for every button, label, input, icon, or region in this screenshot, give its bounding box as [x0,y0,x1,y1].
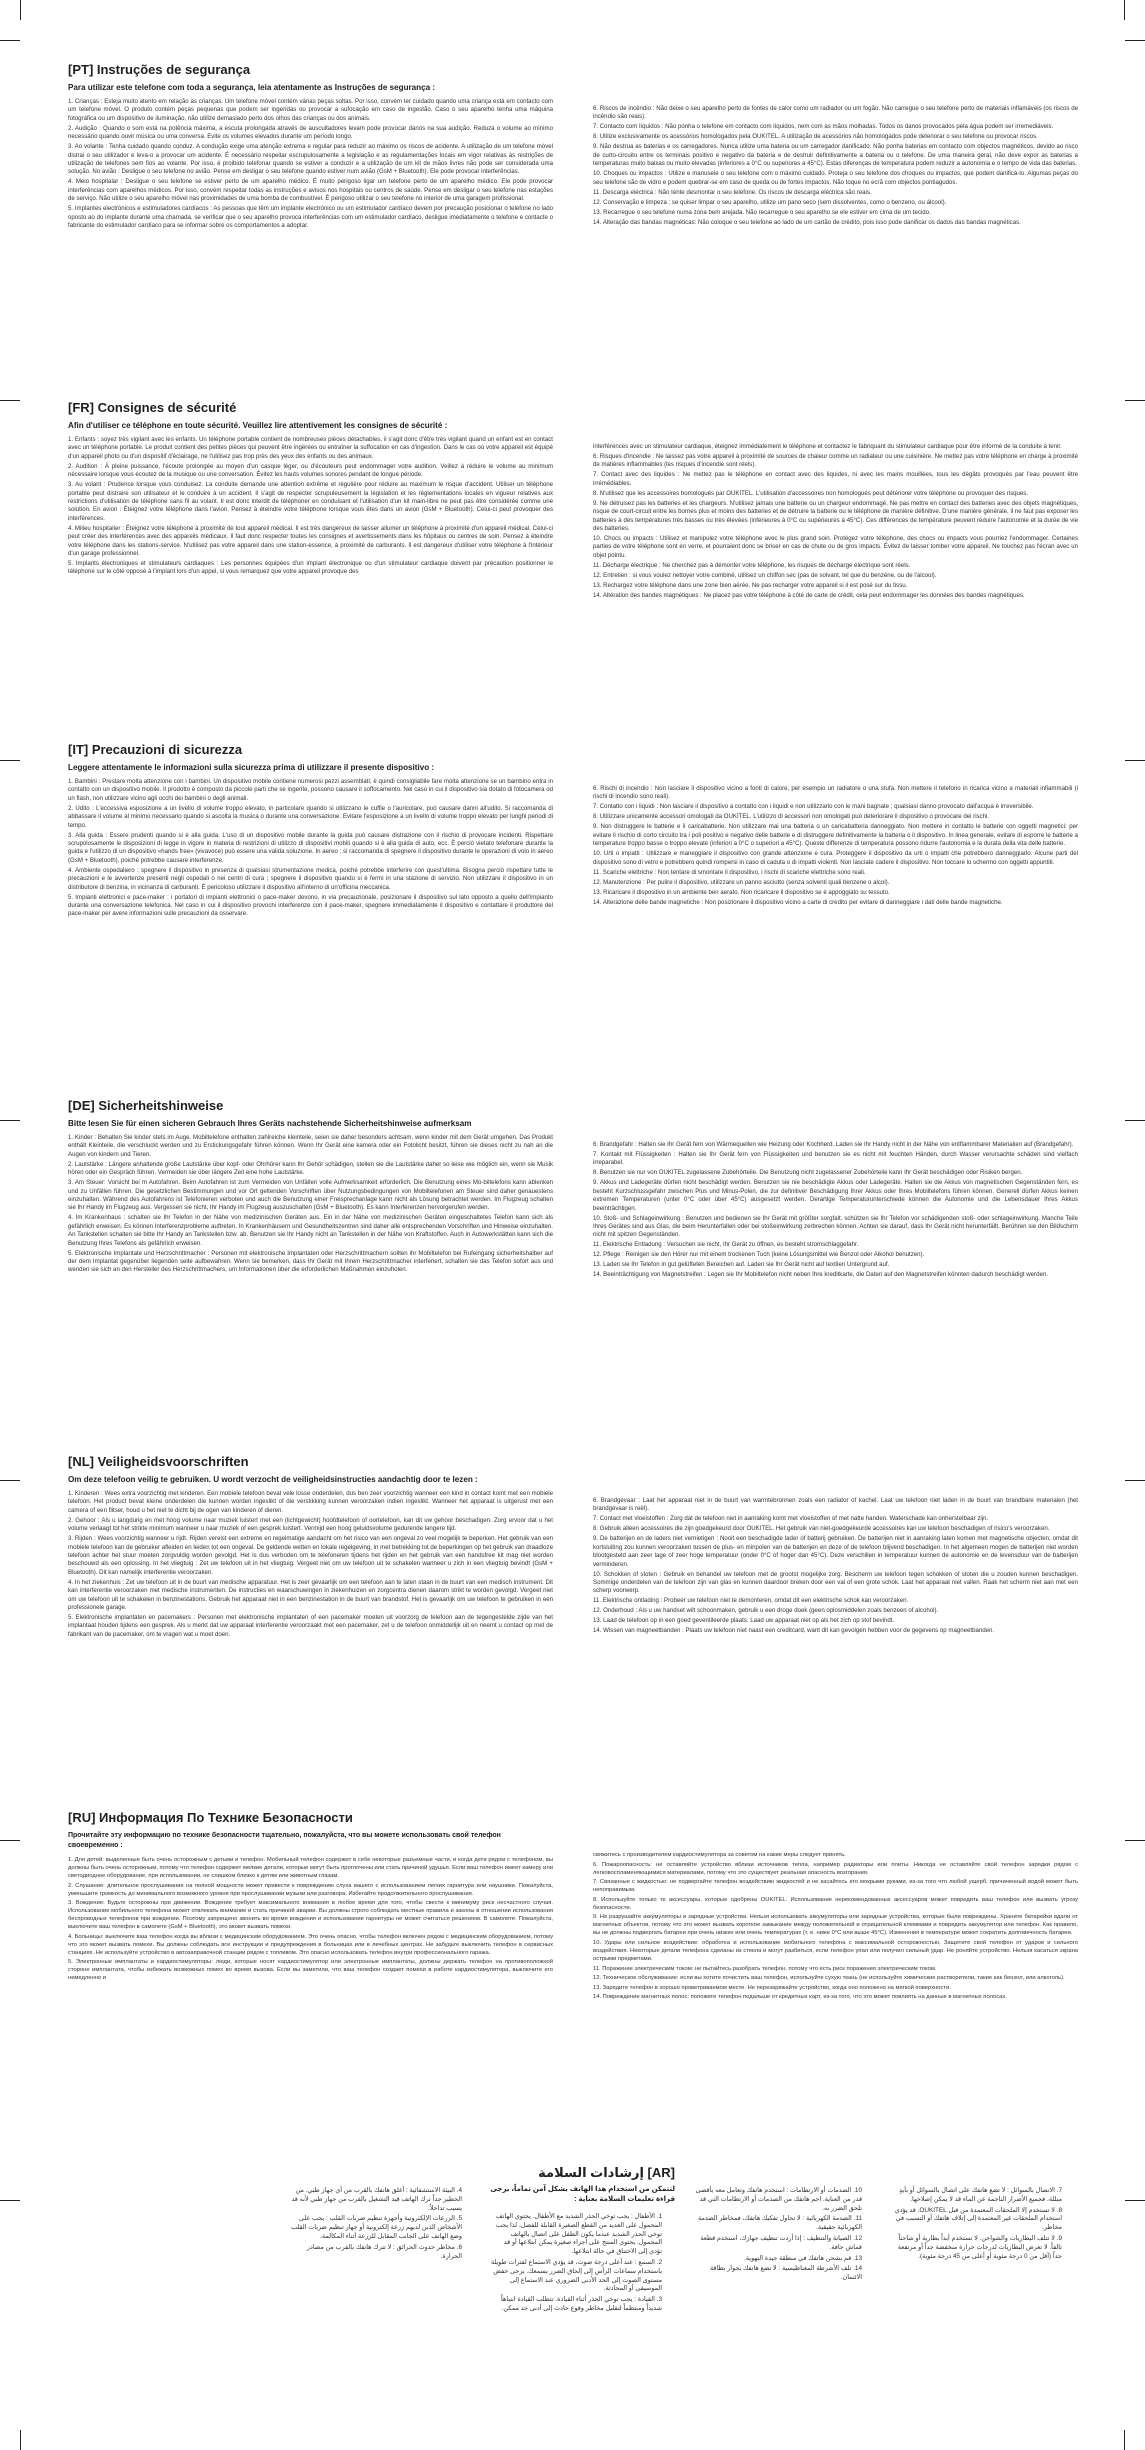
safety-item: 6. Risques d'incendie : Ne laissez pas votre appareil à proximité de sources de chaleur comme un radiateur ou une cuisinière. Ne mettez pas votre téléphone en charge à proximité de matières inflammables (les risques d'incendie sont réels). [593,453,1078,469]
ar-column-4 [890,2187,1062,2263]
safety-item: 12. Entretien : si vous voulez nettoyer votre combiné, utilisez un chiffon sec (pas de solvant, tel que du benzène, ou de l'alcool). [593,571,937,579]
safety-item: 2. Audition : À pleine puissance, l'écoute prolongée au moyen d'un casque léger, ou d'écouteurs peut endommager votre audition. Veillez à réduire le volume au minimum nécessaire lorsque vous écoutez de la musique ou une conversation. Évitez les hauts volumes sonores pendant de longue période. [68,462,553,479]
safety-item: 3. Rijden : Wees voorzichtig wanneer u rijdt. Rijden vereist een extreme en regelmatige aandacht om het risico van een ongeval zo veel mogelijk te beperken. Het gebruik van een mobiele telefoon kan de gebruiker afleiden en leiden tot een ongeval. De geldende wetten en lokale regelgeving, in met betrekking tot de beperkingen op het gebruik van draadloze telefoon achter het stuur moeten zorgvuldig worden gevolgd. Het is dus verboden om te telefoneren tijdens het rijden en het gebruik van een handsfree kit mag niet worden beschouwd als een oplossing. In het vliegtuig : Zet uw telefoon uit in het vliegtuig. Vergeet niet om uw telefoon uit te schakelen wanneer u zich in een vliegtuig bevindt (GsM + Bluetooth). Dit kan namelijk interferentie veroorzaken. [68,1535,553,1576]
crop-mark [0,760,20,761]
safety-item: 4. Im Krankenhaus : schalten sie Ihr Telefon in der Nähe von medizinischen Geräten aus. Ein in der Nähe von medizinischen Geräten eingeschaltetes Telefon kann sich als gefährlich erweisen. Es können Interferenzprobleme auftreten. In Krankenhäusern und Gesundheitszentren sind daher alle entsprechenden Vorschriften und Hinweise einzuhalten. An Tankstellen schalten sie bitte Ihr Handy an Tankstellen bzw. ab. Benutzen sie Ihr Handy nicht an Tankstellen in der Nähe von Kraftstoffen. Auch in Autowerkstätten kann sich die Benutzung Ihres Telefons als gefährlich erweisen. [68,1214,553,1247]
safety-item: 9. Не разрушайте аккумуляторы и зарядные устройства. Нельзя использовать аккумуляторы или зарядные устройства, которые были повреждены. Храните батарейки вдали от магнитных объектов, потому что это может вызвать короткое замыкание между положительной и отрицательной клеммами и повредить аккумулятор или телефон. Как правило, вы не должны подвергать батареи при очень низких или очень температурах (т. е. ниже 0°C или выше 45°C). Изменения в температуре может сократить долговечность батареи. [593,1914,1078,1937]
safety-item: 3. Au volant : Prudence lorsque vous conduisez. La conduite demande une attention extrême et régulière pour réduire au maximum le risque d'accident. Utiliser un téléphone portable peut distraire son utilisateur et le conduire à un accident. Il s'agit de respecter scrupuleusement la législation et les réglementations locales en vigueur relatives aux restrictions d'utilisation de téléphone sans fil au volant. Il est donc interdit de téléphoner en conduisant et l'utilisation d'un kit main-libre ne peut pas être considérée comme une solution. En avion : Éteignez votre téléphone dans l'avion. Pensez à éteindre votre téléphone lorsque vous êtes dans un avion (GsM + Bluetooth). Celui-ci peut provoquer des interférences. [68,481,553,522]
safety-item: 11. Descarga eléctrica : Não tente desmontar o seu telefone. Os riscos de descarga eléctrica são reais. [593,188,872,196]
safety-item: 9. Não destrua as baterias e os carregadores. Nunca utilize uma bateria ou um carregador danificado. Não ponha baterias em contacto com objectos magnéticos, devido ao risco de curto-circuito entre os terminais positivo e negativo da bateria e de destruir definitivamente a bateria ou o telefone. De uma maneira geral, não deve expor as baterias a temperaturas muito baixas ou muito elevadas (inferiores a 0°C ou superiores a 45°C). Estas diferenças de temperatura podem reduzir a autonomia e o tempo de vida das baterias. [593,143,1078,168]
safety-item: 14. Alteração das bandas magnéticas: Não coloque o seu telefone ao lado de um cartão de crédito, pois isso pode danificar os dados das bandas magnéticas. [593,218,1021,226]
section-fr [68,400,1078,602]
safety-item: 4. البيئة الاستشفائية : أغلق هاتفك بالقرب من أي جهاز طبي. من الخطير جداً ترك الهاتف قيد التشغيل بالقرب من جهاز طبي لأنه قد يسبب تداخلاً. [291,2187,462,2212]
section-lead: لتتمكن من استخدام هذا الهاتف بشكل آمن تماماً، يرجى قراءة تعليمات السلامة بعناية : [490,2186,675,2203]
safety-item: 6. Riscos de incêndio : Não deixe o seu aparelho perto de fontes de calor como um radiador ou um fogão. Não carregue o seu telefone perto de materiais inflamáveis (os riscos de incêndio são reais). [593,105,1078,121]
column-right [593,1473,1078,1641]
crop-mark [20,0,21,20]
safety-item: 7. Contatto con i liquidi : Non lasciare il dispositivo a contatto con i liquidi e non utilizzarlo con le mani bagnate ; qualsiasi danno provocato dall'acqua è irreversibile. [593,803,1034,811]
safety-item: 12. Conservação e limpeza : se quiser limpar o seu aparelho, utilize um pano seco (sem dissolventes, como o benzeno, ou álcool). [593,198,947,206]
column-left [68,1473,553,1641]
section-title: [DE] Sicherheitshinweise [68,1098,224,1113]
safety-item: 14. Altération des bandes magnétiques : Ne placez pas votre téléphone à côté de carte de crédit, cela peut endommager les données des bandes magnétiques. [593,591,1025,599]
safety-item: 12. Техническое обслуживание: если вы хотите почистить ваш телефон, используйте сухую ткань (не используйте химические растворители, такие как бензол, или алкоголь). [593,1975,1065,1982]
section-ru [68,1810,1078,2003]
safety-item: 8. Utilizzare unicamente accessori omologati da OUKITEL. L'utilizzo di accessori non omologati può deteriorare il dispositivo o provocare dei rischi. [593,813,990,821]
section-de [68,1098,1078,1281]
safety-item: 5. Elektronische implantaten en pacemakers : Personen met elektronische implantaten of een pacemaker moeten uit voorzorg de telefoon aan de tegengestelde zijde van het implantaat houden tijdens een gesprek. Als u merkt dat uw apparaat interferentie veroorzaakt met een pacemaker, zet u de telefoon onmiddellijk uit en neemt u contact op met de fabrikant van de pacemaker, om te vragen wat u moet doen. [68,1614,553,1638]
safety-item: 3. Am Steuer: Vorsicht bei m Autofahren. Beim Autofahren ist zum Vermeiden von Unfällen volle Aufmerksamkeit erforderlich. Die Benutzung eines Mo-biltelefons kann ablenken und zu Unfällen führen. Die gesetzlichen Bestimmungen und vor Ort geltenden Vorschriften über Nutzungsbedingungen von Mobiltelefonen am Steuer sind daher genauestens einzuhalten. Während des Autofahrens ist Telefonieren verboten und auch die Benutzung einer Freisprechanlage kann nicht als Lösung betrachtet werden. Im Flugzeug schalten sie Ihr Handy im Flugzeug aus. Vergessen sie nicht, Ihr Handy im Flugzeug auszuschalten (GsM + Bluetooth). Es kann Interferenzen hervorgerufen werden. [68,1179,553,1212]
safety-item: 4. Milieu hospitalier : Éteignez votre téléphone à proximité de tout appareil médical. Il est très dangereux de laisser allumer un téléphone à proximité d'un appareil médical. Celui-ci peut créer des interférences avec des appareils médicaux. Il faut donc respecter toutes les consignes et avertissements dans les hôpitaux ou centres de soin. Pensez à éteindre votre téléphone dans les stations-service. N'utilisez pas votre appareil dans une station-essence, à proximité de carburants. Il est dangereux d'utiliser votre téléphone à l'intérieur d'un garage professionnel. [68,524,553,558]
crop-mark [0,1120,20,1121]
column-left [68,1117,553,1281]
safety-item: 3. Вождение: Будьте осторожны при движении. Вождение требует максимального внимания в любое время для того, чтобы свести к минимуму риск несчастного случая. Использование мобильного телефона может отвлекать внимание и стать причиной аварии. Вы должны строго соблюдать местные правила и законы в отношении использования беспроводных телефонов при вождении. Поэтому запрещено звонить во время вождения и использование гарнитуры не может считаться решением. В самолете: Пожалуйста, выключите ваш телефон в самолете (GsM + Bluetooth), это может вызвать помехи. [68,1900,553,1931]
safety-item: 7. Связанные с жидкостью: не подвергайте телефон воздействию жидкостей и не касайтесь его мокрыми руками, из-за того что любой ущерб, причиненный водой может быть непоправимым. [593,1879,1078,1894]
safety-item: 1. Enfants : soyez très vigilant avec les enfants. Un téléphone portable contient de nombreuses pièces détachables, il s'agit donc d'être très vigilant quand un enfant est en contact avec un téléphone portable. Le produit contient des petites pièces qui peuvent être ingérées ou entraîner la suffocation en cas d'ingestion. Dans le cas où votre appareil est équipé d'un appareil photo ou d'un dispositif d'éclairage, ne l'utilisez pas trop près des yeux des enfants ou des animaux. [68,436,553,460]
safety-item: 13. قم بشحن هاتفك في منطقة جيدة التهوية. [744,2254,862,2262]
column-left [68,419,553,602]
safety-item: 13. Laad de telefoon op in een goed geventileerde plaats. Laad uw apparaat niet op als het zich op stof bevindt. [593,1617,895,1625]
safety-item: 1. الأطفال : يجب توخي الحذر الشديد مع الأطفال. يحتوي الهاتف المحمول على العديد من القطع الصغيرة القابلة للفصل، لذا يجب توخي الحذر الشديد عندما يكون الطفل على اتصال بالهاتف المحمول. يحتوي المنتج على أجزاء صغيرة يمكن ابتلاعها أو قد تؤدي إلى الاختناق في حالة ابتلاعها. [495,2213,662,2256]
safety-item: 3. Ao volante : Tenha cuidado quando conduz. A condução exige uma atenção extrema e regular para reduzir ao máximo os riscos de acidente. A utilização de um telefone móvel distrai o seu utilizador e leva-o a provocar um acidente. É necessário respeitar escrupulosamente a legislação e as regulamentações locais em vigor relativas às restrições de utilização de telefones sem fios ao volante. Por isso, é proibido telefonar quando se estiver a conduzir e a utilização de um kit de mãos livres não pode ser considerada uma solução. No avião : Desligue o seu telefone no avião. Pense em desligar o seu telefone quando estiver num avião (GsM + Bluetooth). Ele pode provocar interferências. [68,143,553,176]
safety-item: interférences avec un stimulateur cardiaque, éteignez immédiatement le téléphone et contactez le fabriquant du stimulateur cardiaque pour être informé de la conduite à tenir. [593,443,1062,450]
safety-item: 11. Elektrische ontlading : Probeer uw telefoon niet te demonteren, omdat dit een elektrische schok kan veroorzaken. [593,1597,909,1605]
safety-item: 13. Ricaricare il dispositivo in un ambiente ben aerato. Non ricaricare il dispositivo se è appoggiato su tessuto. [593,888,890,896]
safety-item: 2. Lautstärke : Längere anhaltende große Lautstärke über kopf- oder Ohrhörer kann Ihr Gehör schädigen, stellen sie die Lautstärke daher so leise wie möglich ein, wenn sie Musik hören oder ein Gespräch führen. Vermeiden sie über längere Zeit eine hohe Lautstärke. [68,1160,553,1177]
safety-item: 4. In het ziekenhuis : Zet uw telefoon uit in de buurt van medische apparatuur. Het is zeer gevaarlijk om een telefoon aan te laten staan in de buurt van een medisch instrument. Dit kan interferentie veroorzaken met medische instrumenten. De instructies en waarschuwingen in ziekenhuizen en zorgcentra dienen daarom strikt te worden gevolgd. Vergeet niet om uw telefoon uit te schakelen in benzinestations. Gebruik het apparaat niet in een benzinestation in de buurt van brandstof. Het is gevaarlijk om uw telefoon te gebruiken in een professionele garage. [68,1578,553,1612]
safety-item: 2. Udito : L'eccessiva esposizione a un livello di volume troppo elevato, in particolare quando si utilizzano le cuffie o l'auricolare, può causare danni all'udito. Si raccomanda di abbassare il volume al minimo necessario quando si ascolta la musica o durante una conversazione. Evitare l'esposizione a un livello di volume troppo elevato per lunghi periodi di tempo. [68,804,553,829]
safety-item: 13. Rechargez votre téléphone dans une zone bien aérée. Ne pas recharger votre appareil si il est posé sur du tissu. [593,581,908,589]
safety-item: 10. Choques ou impactos : Utilize e manuseie o seu telefone com o máximo cuidado. Proteja o seu telefone dos choques ou impactos, que podem danificá-lo. Algumas peças do seu telefone são de vidro e podem quebrar-se em caso de queda ou de fortes impactos. Não toque no ecrã com objectos pontiagudos. [593,170,1078,186]
crop-mark [0,1840,20,1841]
ar-header [475,2165,675,2210]
crop-mark [0,400,20,401]
safety-item: 8. لا تستخدم إلا الملحقات المعتمدة من قبل OUKITEL. قد يؤدي استخدام الملحقات غير المعتمدة إلى إتلاف هاتفك أو التسبب في مخاطر. [894,2206,1062,2232]
safety-item: 5. Impianti elettronici e pace-maker : i portatori di impianti elettronici o pace-maker devono, in via precauzionale, posizionare il dispositivo sul lato opposto a quello dell'impianto durante una conversazione telefonica. Nel caso in cui il dispositivo provochi interferenze con il pace-maker, spegnere immediatamente il dispositivo e contattare il produttore del pace-maker per avere informazioni sulle precauzioni da osservare. [68,893,553,918]
safety-item: 2. Слушание: длительное прослушивание на полной мощности может привести к повреждению слуха вашего с использованием легких гарнитура или наушники. Пожалуйста, уменьшите громкость до минимального возможного уровня при прослушивании музыки или разговора. Избегайте продолжительного прослушивания. [68,1882,553,1897]
section-pt [68,62,1078,232]
column-right [593,761,1078,920]
safety-item: 1. Для детей: выделенные быть очень осторожным с детьми и телефон. Мобильный телефон содержит в себе некоторые разъемные части, и когда дети рядом с телефоном, вы должны быть очень осторожным, потому что телефон содержит мелкие детали, которые могут быть проглочены или стать причиной удушья. Если ваш телефон имеет камеру или светодиодное оборудование, при использовании, не слишком близко к детям или животным глазам. [68,1857,553,1879]
safety-item: 7. الاتصال بالسوائل : لا تضع هاتفك على اتصال بالسوائل أو بأيدٍ مبللة، فجميع الأضرار الناجمة عن الماء قد لا يمكن إصلاحها. [899,2187,1062,2203]
safety-item: 10. Chocs ou impacts : Utilisez et manipulez votre téléphone avec le plus grand soin. Protégez votre téléphone, des chocs ou impacts vous pourriez l'endommager. Certaines parties de votre téléphone sont en verre, et pourraient donc se briser en cas de chute ou de gros impacts. Évitez de laisser tomber votre appareil. Ne touchez pas l'écran avec un objet pointu. [593,535,1078,559]
section-it [68,742,1078,920]
section-lead: Para utilizar este telefone com toda a segurança, leia atentamente as Instruções de segurança : [68,83,436,92]
safety-item: 2. Gehoor : Als u langdurig en met hoog volume naar muziek luistert met een (lichtgewicht) hoofdtelefoon of oortelefoon, kan dit uw gehoor beschadigen. Zorg ervoor dat u het volume verlaagt tot het strikte minimum wanneer u naar muziek of een gesprek luistert. Vermijd een hoog geluidsvolume gedurende langere tijd. [68,1516,553,1533]
section-title: [RU] Информация По Технике Безопасности [68,1810,353,1825]
safety-item: 6. Brandgevaar : Laat het apparaat niet in de buurt van warmtebronnen zoals een radiator of kachel. Laat uw telefoon niet laden in de buurt van brandbare materialen (het brandgevaar is reël). [593,1497,1078,1513]
safety-item: 11. Scariche elettriche : Non tentare di smontare il dispositivo, i rischi di scariche elettriche sono reali. [593,868,866,876]
safety-item: 12. Onderhoud : Als u uw handset wilt schoonmaken, gebruik u een droge doek (geen oplosmiddelen zoals benzeen of alcohol). [593,1607,939,1615]
safety-item: 12. Manutenzione : Per pulire il dispositivo, utilizzare un panno asciutto (senza solventi quali benzene o alcol). [593,878,890,886]
ar-column-1 [490,2213,662,2316]
safety-item: 3. Alla guida : Essere prudenti quando si è alla guida. L'uso di un dispositivo mobile durante la guida può causare distrazione con il rischio di provocare incidenti. Rispettare scrupolosamente le disposizioni di legge in vigore in materia di restrizioni di utilizzo di dispositivi mobili quando si è alla guida di auto, ecc. È perciò vietato telefonare durante la guida e l'utilizzo di un dispositivo «hands free» (vivavoce) può essere una valida soluzione. In aereo : si raccomanda di spegnere il dispositivo durante le operazioni di volo in aereo (GsM + Bluetooth), poiché potrebbe causare interferenze. [68,831,553,864]
safety-item: 6. Rischi di incendio : Non lasciare il dispositivo vicino a fonti di calore, per esempio un radiatore o una stufa. Non mettere il telefono in ricarica vicino a materiali infiammabili (i rischi di incendio sono reali). [593,785,1078,801]
crop-mark [1125,1840,1145,1841]
crop-mark [1125,40,1145,41]
safety-item: 12. الصيانة والتنظيف : إذا أردت تنظيف جهازك، استخدم قطعة قماش جافة. [700,2234,862,2251]
crop-mark [0,40,20,41]
section-title: [AR] إرشادات السلامة [538,2165,675,2180]
safety-item: 12. Pflege : Reinigen sie den Hörer nur mit einem trockenen Tuch (keine Lösungsmittel wie Benzol oder Alkohol benutzen). [593,1251,925,1259]
safety-item: 8. Utilize exclusivamente os acessórios homologados pela OUKITEL. A utilização de acessórios não homologados pode deteriorar o seu telefone ou provocar riscos. [593,133,1038,141]
column-right [593,81,1078,232]
section-ar [0,2165,1145,2435]
safety-item: 2. السمع : عند أعلى درجة صوت، قد يؤدي الاستماع لفترات طويلة باستخدام سماعات الرأس إلى إلحاق الضرر بسمعك. يرجى خفض مستوى الصوت إلى الحد الأدنى الضروري عند الاستماع إلى الموسيقى أو المحادثة. [490,2258,662,2293]
safety-item: 10. Urti o impatti : Utilizzare e maneggiare il dispositivo con grande attenzione e cura. Proteggere il dispositivo da urti o impatti che potrebbero danneggiarlo. Alcune parti del dispositivo sono di vetro e potrebbero quindi rompersi in caso di caduta o di impatti violenti. Non lasciate cadere il dispositivo. Non toccare lo schermo con oggetti appuntiti. [593,850,1078,866]
safety-item: 6. Brandgefahr : Halten sie Ihr Gerät fern von Wärmequellen wie Heizung oder Kochherd. Laden sie Ihr Handy nicht in der Nähe von entflammbarer Materialien auf (Brandgefahr). [593,1141,1074,1148]
safety-item: 10. Stoß- und Schlageinwirkung : Benutzen und bedienen sie Ihr Gerät mit größter sorgfalt. schützen sie Ihr Telefon vor schädigenden stoß- oder schlageinwirkung. Manche Teile Ihres Gerätes sind aus Glas, die beim Herunterfallen oder bei stoßeinwirkung zerbrechen können. Achten sie darauf, dass Ihr Gerät nicht herunterfällt. Berühren sie den Bildschirm nicht mit spitzen Gegenständen. [593,1214,1078,1239]
section-lead: Afin d'utiliser ce téléphone en toute sécurité. Veuillez lire attentivement les consignes de sécurité : [68,421,448,430]
safety-item: 11. Décharge électrique : Ne cherchez pas à démonter votre téléphone, les risques de décharge électrique sont réels. [593,561,911,569]
safety-item: 5. الزرعات الإلكترونية وأجهزة تنظيم ضربات القلب : يجب على الأشخاص الذين لديهم زرعة إلكترونية أو جهاز تنظيم ضربات القلب وضع الهاتف على الجانب المقابل للزرعة أثناء المكالمة. [291,2215,462,2240]
safety-item: 7. Contact avec des liquides : Ne mettez pas le téléphone en contact avec des liquides, ni avec les mains mouillées, tous les dégâts provoqués par l'eau peuvent être irrémédiables. [593,471,1078,487]
safety-item: 6. مخاطر حدوث الحرائق : لا تترك هاتفك بالقرب من مصادر الحرارة. [306,2243,462,2260]
section-nl [68,1454,1078,1641]
section-lead: Прочитайте эту информацию по технике безопасности тщательно, пожалуйста, что вы можете использовать свой телефон своевременно : [68,1832,501,1849]
safety-item: 5. Implants électroniques et stimulateurs cardiaques : Les personnes équipées d'un implant électronique ou d'un stimulateur cardiaque doivent par précaution positionner le téléphone sur le côté opposé à l'implant lors d'un appel, si vous remarquez que votre appareil provoque des [68,560,553,576]
safety-item: 4. Meio hospitalar : Desligue o seu telefone se estiver perto de um aparelho médico. É muito perigoso ligar um telefone perto de um aparelho médico. Ele pode provocar interferências com aparelhos médicos. Por isso, convém respeitar todas as instruções e avisos nos hospitais ou centros de saúde. Pense em desligar o seu telefone nas estações de serviço. Não utilize o seu aparelho móvel nas proximidades de uma bomba de combustível. É perigoso utilizar o seu telefone no interior de uma garagem profissional. [68,178,553,203]
safety-item: 9. Ne détruisez pas les batteries et les chargeurs. N'utilisez jamais une batterie ou un chargeur endommagé. Ne pas mettre en contact des batteries avec des objets magnétiques, risque de court-circuit entre les bornes plus et moins des batteries et de détruire la batterie ou le téléphone de manière définitive. D'une manière générale, il ne faut pas exposer les batteries à des températures très basses ou très élevées (inférieures à 0°C ou supérieures à 45°C). Ces différences de température peuvent réduire l'autonomie et la durée de vie des batteries. [593,499,1078,533]
safety-item: 1. Kinderen : Wees extra voorzichtig met kinderen. Een mobiele telefoon bevat vele losse onderdelen, dus ben zeer voorzichtig wanneer een kind in contact komt met een mobiele telefoon. Het product bevat kleine onderdelen die kunnen worden ingeslikt of die verstikking kunnen veroorzaken indien ingeslikt. Wanneer het apparaat is uitgerust met een camera of een flitser, houd u het niet te dicht bij de ogen van kinderen of dieren. [68,1490,553,1514]
safety-item: 14. Wissen van magneetbanden : Plaats uw telefoon niet naast een creditcard, want dit kan gevolgen hebben voor de gegevens op magneetbanden. [593,1627,995,1635]
crop-mark [1124,0,1125,20]
section-title: [PT] Instruções de segurança [68,62,251,77]
safety-item: 14. Повреждение магнитных полос: положите телефон подальше от кредитных карт, из-за того, что это может повлиять на данные в магнитных полосах. [593,1994,1007,2001]
safety-item: 13. Зарядите телефон в хорошо проветриваемом месте. Не перезаряжайте устройство, когда оно положено на мягкой поверхности. [593,1984,951,1991]
safety-item: 13. Laden sie Ihr Telefon in gut gelüfteten Bereichen auf. Laden sie Ihr Gerät nicht auf textilen Untergrund auf. [593,1261,890,1269]
section-title: [NL] Veiligheidsvoorschriften [68,1454,249,1469]
safety-item: 11. Elektrische Entladung : Versuchen sie nicht, Ihr Gerät zu öffnen, es besteht stromschlaggefahr. [593,1241,859,1249]
safety-item: 1. Crianças : Esteja muito atento em relação às crianças. Um telefone móvel contém várias peças soltas. Por isso, convém ter cuidado quando uma criança está em contacto com um telefone móvel. O produto contém peças pequenas que podem ser ingeridas ou provocar a sufocação em caso de ingestão. Caso o seu aparelho tenha uma máquina fotográfica ou um dispositivo de iluminação, não utilize demasiado perto dos olhos das crianças ou dos animais. [68,98,553,122]
safety-item: 5. Implantes electrónicos e estimuladores cardíacos : As pessoas que têm um implante electrónico ou um estimulador cardíaco devem por precaução posicionar o telefone no lado oposto ao do implante durante uma chamada, se verificar que o seu aparelho provoca interferências com um estimulador cardíaco, desligue imediatamente o telefone e contacte o fabricante do estimulador cardíaco para se informar sobre os comportamentos a adoptar. [68,205,553,230]
safety-item: 5. Электронные имплантаты и кардиостимуляторы: люди, которые носят кардиостимулятор или электронные имплантаты, должны держать телефон на противоположной стороне имплантата, чтобы избежать возможных помех во время вызова. Если вы заметили, что ваш телефон создает помехи в работе кардиостимулятора, выключите его немедленно и [68,1959,553,1982]
safety-item: 1. Kinder : Behalten Sie kinder stets im Auge. Mobiltelefone enthalten zahlreiche kleinteile, seien sie daher besonders achtsam, wenn kinder mit dem Gerät umgehen. Das Produkt enthält Kleinteile, die verschluckt werden und zu Erstickungsgefahr führen können. Wenn Ihr Gerät eine kamera oder ein Fotolicht besitzt, führen sie dieses nicht zu nah an die Augen von kindern und Tieren. [68,1134,553,1158]
safety-item: 7. Contact met vloeistoffen : Zorg dat de telefoon niet in aanraking komt met vloeistoffen of met natte handen. Waterschade kan onherstelbaar zijn. [593,1515,989,1523]
safety-item: 8. Benutzen sie nur von OUKITEL zugelassene Zubehörteile. Die Benutzung nicht zugelassener Zubehörteile kann Ihr Gerät beschädigen oder Risiken bergen. [593,1169,1023,1177]
safety-item: 11. Поражение электрическим током: не пытайтесь разобрать телефон, потому что есть риск поражения электрическим током. [593,1965,937,1972]
column-left [68,81,553,232]
crop-mark [1125,400,1145,401]
section-title: [IT] Precauzioni di sicurezza [68,742,243,757]
safety-item: 14. Alterazione delle bande magnetiche : Non posizionare il dispositivo vicino a carte di credito per evitare di danneggiare i dati delle bande magnetiche. [593,898,1003,906]
safety-item: свяжитесь с производителем кардиостимулятора за советом на какие меры следует принять. [593,1852,846,1858]
section-title: [FR] Consignes de sécurité [68,400,237,415]
safety-item: 7. Kontakt mit Flüssigkeiten : Halten sie Ihr Gerät fern von Flüssigkeiten und benutzen sie es nicht mit feuchten Händen, durch Wasser verursachte schäden sind vielfach irreparabel. [593,1151,1078,1167]
safety-item: 9. Akkus und Ladegeräte dürfen nicht beschädigt werden. Benutzen sie nie beschädigte Akkus oder Ladegeräte. Halten sie die Akkus von magnetischen Gegenständen fern, es besteht Kurzschlussgefahr zwischen Plus und Minus-Polen, die zur definitiver Beschädigung Ihrer Akkus oder Ihres Mobiltelefons führen können. Generell dürfen Akkus keinen extremen Temperaturen (unter 0°C oder über 45°C) ausgesetzt werden. Derartige Temperaturunterschiede können die Autonomie und die Lebensdauer Ihres Akkus beeinträchtigen. [593,1179,1078,1212]
safety-item: 4. Больницы: выключите ваш телефон когда вы вблизи с медицинским оборудованием. Это очень опасно, чтобы телефон включен рядом с медицинским оборудованием, потому что это может вызвать помехи. Вы должны соблюдать все инструкции и предупреждения в больницах или в лечебных центрах. Не забудьте выключить телефон в сервисных станциях. Не используйте устройство в автозаправочной станции рядом с топливом. Это опасно использовать телефон внутри профессионального гаража. [68,1933,553,1956]
column-right [593,1117,1078,1281]
safety-item: 14. Beeinträchtigung von Magnetstreifen : Legen sie Ihr Mobiltelefon nicht neben Ihre kreditkarte, die Daten auf den Magnetstreifen könnten dadurch beschädigt werden. [593,1271,1048,1279]
column-right [593,1829,1078,2003]
safety-item: 4. Ambiente ospedaliero : spegnere il dispositivo in presenza di qualsiasi strumentazione medica, poiché potrebbe interferire con quest'ultima. Bisogna perciò rispettare tutte le precauzioni e le avvertenze presenti negli ospedali o nei centri di cura ; spegnere il dispositivo quando si è fermi in una stazione di servizio. Non utilizzare il dispositivo in un distributore di benzina, in vicinanza di carburanti. È pericoloso utilizzare il dispositivo all'interno di un'officina meccanica. [68,866,553,891]
section-lead: Leggere attentamente le informazioni sulla sicurezza prima di utilizzare il presente dispositivo : [68,763,435,772]
safety-item: 8. Gebruik alleen accessoires die zijn goedgekeurd door OUKITEL. Het gebruik van niet-goedgekeurde accessoires kan uw telefoon beschadigen of risico's veroorzaken. [593,1525,1050,1533]
safety-item: 14. تلف الأشرطة المغناطيسية : لا تضع هاتفك بجوار بطاقة الائتمان. [709,2265,862,2282]
safety-item: 13. Recarregue o seu telefone numa zona bem arejada. Não recarregue o seu aparelho se ele estiver em cima de um tecido. [593,208,931,216]
safety-item: 9. De batterijen en de laders niet vernietigen : Nooit een beschadigde lader of batterij gebruiken. De batterijen niet in aanraking laten komen met magnetische objecten, omdat dit kortsluiting zou kunnen veroorzaken tussen de plus- en minpolen van de batterijen en deze of de telefoon blijvend beschadigen. In het algemeen mogen de batterijen niet worden blootgesteld aan zeer lage of zeer hoge temperatuur (onder 0°C of hoger dan 45°C). Deze verschillen in temperatuur kunnen de autonomie en de levensduur van de batterijen verminderen. [593,1535,1078,1568]
crop-mark [1125,1480,1145,1481]
safety-item: 10. الصدمات أو الارتطامات : استخدم هاتفك وتعامل معه بأقصى قدر من العناية. احم هاتفك من الصدمات أو الارتطامات التي قد تلحق الضرر به. [695,2187,862,2212]
column-left [68,761,553,920]
safety-item: 1. Bambini : Prestare molta attenzione con i bambini. Un dispositivo mobile contiene numerosi pezzi assemblati; è quindi consigliabile fare molta attenzione se un bambino entra in contatto con un dispositivo mobile. Il prodotto è composto da piccole parti che se ingerite, possono causare il soffocamento. Nel caso in cui il dispositivo sia dotato di fotocamera od un flash, non utilizzare vicino agli occhi dei bambini o degli animali. [68,778,553,802]
safety-item: 9. لا تتلف البطاريات والشواحن. لا تستخدم أبداً بطارية أو شاحناً تالفاً. لا تعرض البطاريات لدرجات حرارة منخفضة جداً أو مرتفعة جداً (أقل من 0 درجة مئوية أو أعلى من 45 درجة مئوية). [897,2234,1062,2260]
safety-item: 10. Schokken of stoten : Gebruik en behandel uw telefoon met de grootst mogelijke zorg. Bescherm uw telefoon tegen schokken of stoten die u zouden kunnen beschadigen. Sommige onderdelen van de telefoon zijn van glas en kunnen daardoor breken door een val of een grote schok. Laat het apparaat niet vallen. Raak het scherm niet aan met een scherp voorwerp. [593,1570,1078,1595]
safety-item: 8. Используйте только те аксессуары, которые одобрены OUKITEL. Использование нерекомендованных аксессуаров может повредить ваш телефон или вызвать угрозу безопасности. [593,1896,1078,1911]
safety-item: 6. Пожароопасность: не оставляйте устройство вблизи источников тепла, например радиаторы или плиты. Никогда не оставляйте свой телефон зарядки рядом с легковоспламеняющимися материалами, потому что это существует реальная опасность возгорания. [593,1861,1078,1876]
safety-item: 10. Удары или сильное воздействие: обработка и использование мобильного телефона с максимальной осторожностью. Защитите свой телефон от ударов и сильного воздействия. Некоторые детали телефона сделаны из стекла и могут разбиться, если телефон упал или получил сильный удар. Не роняйте устройство. Нельзя касаться экрана острыми предметами. [593,1939,1078,1962]
column-left [68,1829,553,2003]
safety-item: 3. القيادة : يجب توخي الحذر أثناء القيادة. تتطلب القيادة انتباهاً شديداً ومنتظماً لتقليل مخاطر وقوع حادث إلى أدنى حد ممكن. [501,2296,662,2312]
crop-mark [0,1480,20,1481]
section-lead: Bitte lesen Sie für einen sicheren Gebrauch Ihres Geräts nachstehende Sicherheitshinweise aufmerksam [68,1119,472,1128]
safety-item: 5. Elektronische Implantate und Herzschrittmacher : Personen mit elektronische Implantaten oder Herzschrittmachern sollten ihr Mobiltelefon bei Rufeingang sicherheitshalber auf der dem Implantat gegenüber liegenden seite aufbewahren. Wenn sie bemerken, dass Ihr Gerät mit Ihrem Herzschrittmacher interferiert, schalten sie das Telefon sofort aus und wenden sie sich an den Hersteller des Herzschrittmachers, um Informationen über die erforderlichen Maßnahmen einzuholen. [68,1249,553,1274]
crop-mark [1125,760,1145,761]
safety-item: 2. Audição : Quando o som está na potência máxima, a escuta prolongada através de auscultadores levam pode provocar danos na sua audição. Reduza o volume ao mínimo necessário quando ouvir música ou uma conversa. Evite os volumes elevados durante um período longo. [68,124,553,141]
safety-item: 9. Non distruggere le batterie e il caricabatterie. Non utilizzare mai una batteria o un caricabatteria danneggiato. Non mettere in contatto le batterie con oggetti magnetici: per evitare il rischio di corto circuito tra i poli positivo e negativo delle batterie e di distruggere definitivamente la batteria o il dispositivo. In linea generale, evitare di esporre le batterie a temperature troppo basse o troppo elevate (inferiori a 0°C o superiori a 45°C). Queste differenze di temperatura possono ridurre l'autonomia e la durata della vita delle batterie. [593,823,1078,848]
section-lead: Om deze telefoon veilig te gebruiken. U wordt verzocht de veiligheidsinstructies aandachtig door te lezen : [68,1475,478,1484]
safety-item: 8. N'utilisez que les accessoires homologués par OUKITEL. L'utilisation d'accessoires non homologués peut détériorer votre téléphone ou provoquer des risques. [593,489,1029,497]
crop-mark [1125,1120,1145,1121]
column-right [593,419,1078,602]
safety-item: 7. Contacto com líquidos : Não ponha o telefone em contacto com líquidos, nem com as mãos molhadas. Todos os danos provocados pela água podem ser irremediáveis. [593,123,1054,131]
ar-column-3 [690,2187,862,2285]
safety-item: 11. الصدمة الكهربائية : لا تحاول تفكيك هاتفك، فمخاطر الصدمة الكهربائية حقيقية. [698,2215,862,2232]
ar-column-2 [290,2187,462,2263]
